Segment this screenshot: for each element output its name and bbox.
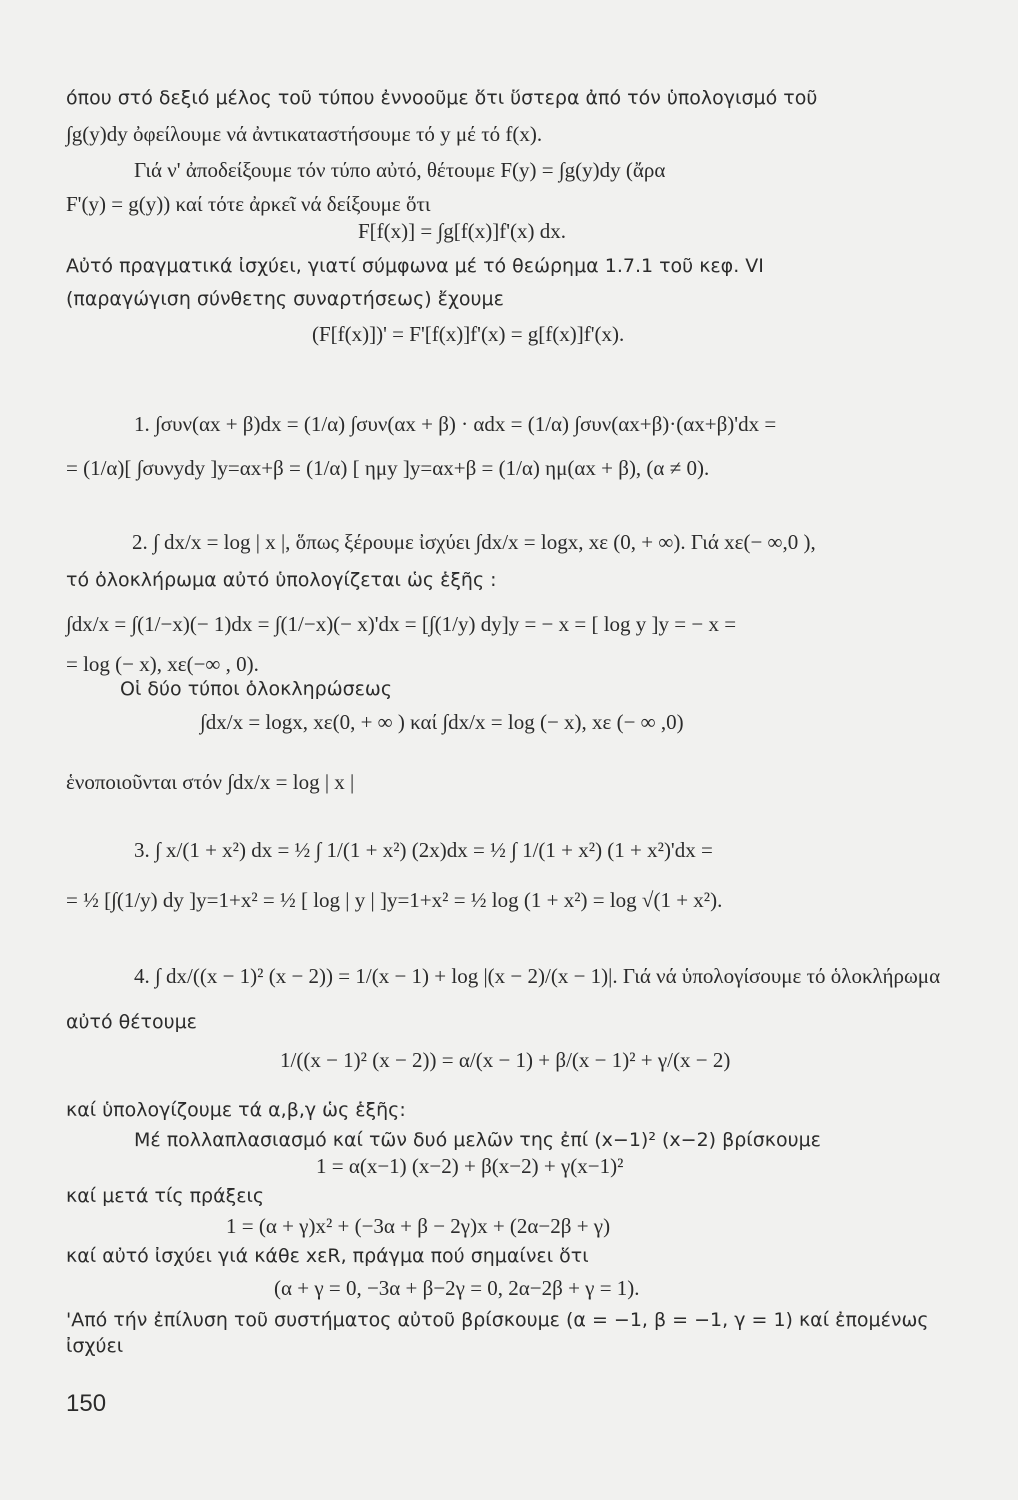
- formula: 1 = (α + γ)x² + (−3α + β − 2γ)x + (2α−2β + γ): [226, 1214, 611, 1238]
- formula: 1 = α(x−1) (x−2) + β(x−2) + γ(x−1)²: [316, 1154, 624, 1178]
- text-line: Γιά ν' ἀποδείξουμε τόν τύπο αὐτό, θέτουμε F(y) = ∫g(y)dy (ἄρα: [134, 158, 666, 182]
- formula: ∫dx/x = ∫(1/−x)(− 1)dx = ∫(1/−x)(− x)'dx = [∫(1/y) dy]y = − x = [ log y ]y = − x =: [66, 612, 737, 636]
- text-line: αὐτό θέτουμε: [66, 1011, 197, 1033]
- text-line: F'(y) = g(y)) καί τότε ἀρκεῖ νά δείξουμε ὅτι: [66, 192, 431, 216]
- text-line: ∫g(y)dy ὀφείλουμε νά ἀντικαταστήσουμε τό y μέ τό f(x).: [66, 122, 543, 146]
- formula: = (1/α)[ ∫συνydy ]y=αx+β = (1/α) [ ημy ]y=αx+β = (1/α) ημ(αx + β), (α ≠ 0).: [66, 456, 710, 480]
- formula: 4. ∫ dx/((x − 1)² (x − 2)) = 1/(x − 1) + log |(x − 2)/(x − 1)|. Γιά νά ὑπολογίσουμε τό ὁλοκλήρωμα: [134, 964, 941, 988]
- text-line: Αὐτό πραγματικά ἰσχύει, γιατί σύμφωνα μέ τό θεώρημα 1.7.1 τοῦ κεφ. VI: [66, 255, 764, 277]
- text-line: όπου στό δεξιό μέλος τοῦ τύπου ἐννοοῦμε ὅτι ὕστερα ἀπό τόν ὑπολογισμό τοῦ: [66, 87, 818, 109]
- formula: 1. ∫συν(αx + β)dx = (1/α) ∫συν(αx + β) · αdx = (1/α) ∫συν(αx+β)·(αx+β)'dx =: [134, 412, 777, 436]
- text-line: τό ὁλοκλήρωμα αὐτό ὑπολογίζεται ὡς ἑξῆς :: [66, 569, 497, 591]
- formula: (α + γ = 0, −3α + β−2γ = 0, 2α−2β + γ = 1).: [274, 1276, 640, 1300]
- formula: ∫dx/x = logx, xε(0, + ∞ ) καί ∫dx/x = log (− x), xε (− ∞ ,0): [200, 710, 684, 734]
- formula: = log (− x), xε(−∞ , 0).: [66, 652, 259, 676]
- formula: 3. ∫ x/(1 + x²) dx = ½ ∫ 1/(1 + x²) (2x)dx = ½ ∫ 1/(1 + x²) (1 + x²)'dx =: [134, 838, 713, 862]
- text-line: 'Από τήν ἐπίλυση τοῦ συστήματος αὐτοῦ βρίσκουμε (α = −1, β = −1, γ = 1) καί ἐπομένως: [66, 1309, 929, 1331]
- text-line: (παραγώγιση σύνθετης συναρτήσεως) ἔχουμε: [66, 288, 504, 310]
- text-line: ἰσχύει: [66, 1335, 124, 1357]
- formula: F[f(x)] = ∫g[f(x)]f'(x) dx.: [358, 219, 566, 243]
- text-line: καί μετά τίς πράξεις: [66, 1185, 265, 1207]
- text-line: Οἱ δύο τύποι ὁλοκληρώσεως: [120, 678, 392, 700]
- text-line: καί ὑπολογίζουμε τά α,β,γ ὡς ἑξῆς:: [66, 1099, 406, 1121]
- formula: 2. ∫ dx/x = log | x |, ὅπως ξέρουμε ἰσχύει ∫dx/x = logx, xε (0, + ∞). Γιά xε(− ∞,0 ),: [132, 530, 816, 554]
- formula: = ½ [∫(1/y) dy ]y=1+x² = ½ [ log | y | ]y=1+x² = ½ log (1 + x²) = log √(1 + x²).: [66, 888, 723, 912]
- text-line: καί αὐτό ἰσχύει γιά κάθε xεR, πράγμα πού σημαίνει ὅτι: [66, 1245, 589, 1267]
- formula: 1/((x − 1)² (x − 2)) = α/(x − 1) + β/(x − 1)² + γ/(x − 2): [280, 1048, 731, 1072]
- page-number: 150: [66, 1390, 107, 1417]
- text-line: Μέ πολλαπλασιασμό καί τῶν δυό μελῶν της ἐπί (x−1)² (x−2) βρίσκουμε: [134, 1129, 821, 1151]
- formula: (F[f(x)])' = F'[f(x)]f'(x) = g[f(x)]f'(x).: [312, 322, 625, 346]
- formula: ἑνοποιοῦνται στόν ∫dx/x = log | x |: [66, 770, 355, 794]
